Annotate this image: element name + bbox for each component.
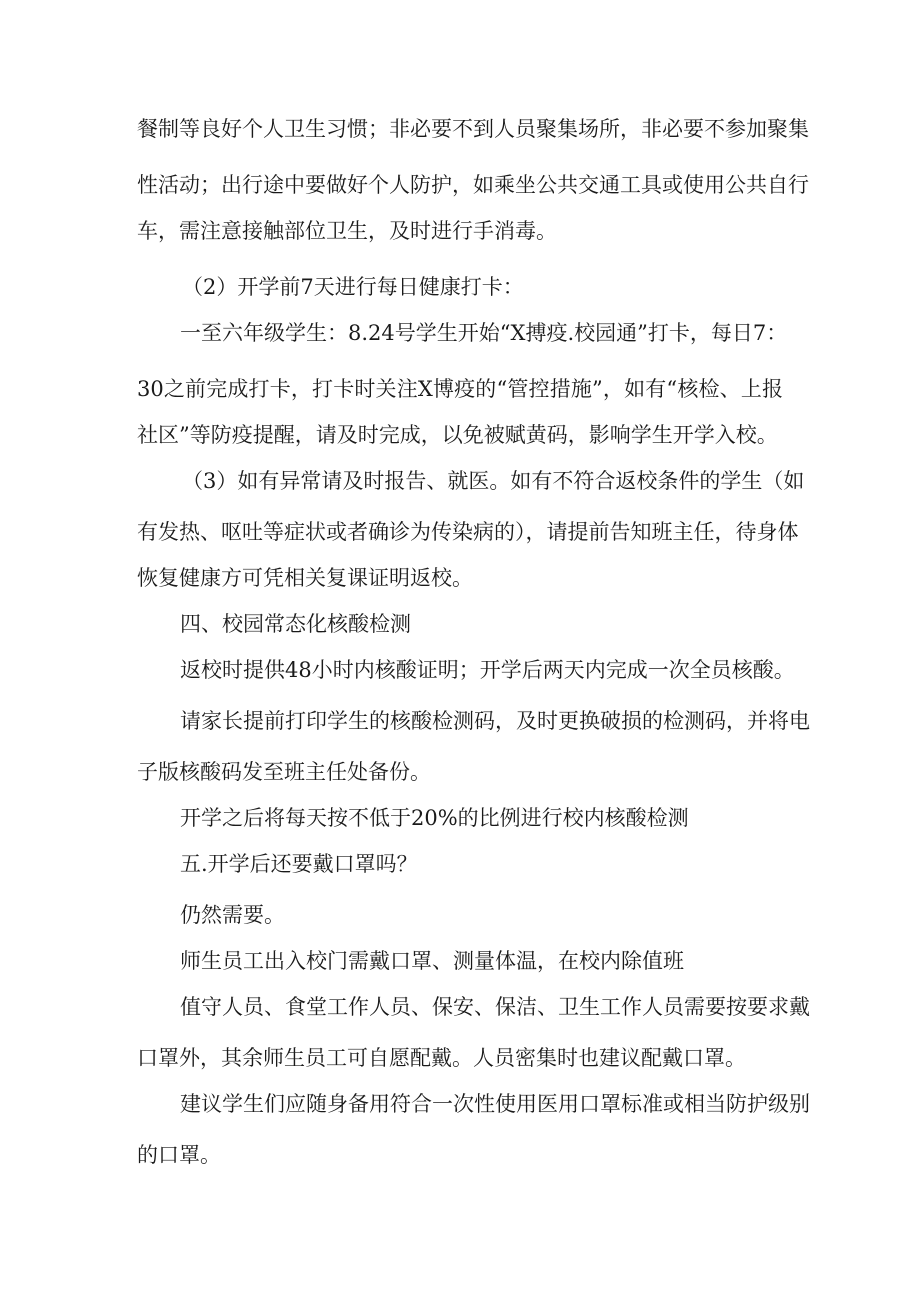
paragraph-line: 子版核酸码发至班主任处备份。 (137, 760, 431, 784)
paragraph-line: 餐制等良好个人卫生习惯；非必要不到人员聚集场所，非必要不参加聚集 (137, 117, 809, 141)
paragraph-line: 性活动；出行途中要做好个人防护，如乘坐公共交通工具或使用公共自行 (137, 173, 809, 197)
paragraph-line: 师生员工出入校门需戴口罩、测量体温，在校内除值班 (180, 949, 684, 973)
paragraph-line: 社区”等防疫提醒，请及时完成，以免被赋黄码，影响学生开学入校。 (137, 423, 778, 447)
paragraph-line: 开学之后将每天按不低于20%的比例进行校内核酸检测 (180, 806, 689, 830)
paragraph-line: 返校时提供48小时内核酸证明；开学后两天内完成一次全员核酸。 (180, 658, 795, 682)
paragraph-line: 请家长提前打印学生的核酸检测码，及时更换破损的检测码，并将电 (180, 709, 810, 733)
paragraph-line: 一至六年级学生：8.24号学生开始“X搏疫.校园通”打卡，每日7： (180, 321, 788, 345)
list-item-heading: （2）开学前7天进行每日健康打卡： (182, 275, 524, 299)
section-heading: 五.开学后还要戴口罩吗？ (180, 852, 418, 876)
paragraph-line: 30之前完成打卡，打卡时关注X博疫的“管控措施”，如有“核检、上报 (137, 377, 783, 401)
paragraph-line: （3）如有异常请及时报告、就医。如有不符合返校条件的学生（如 (182, 469, 805, 493)
paragraph-line: 口罩外，其余师生员工可自愿配戴。人员密集时也建议配戴口罩。 (137, 1046, 746, 1070)
paragraph-line: 值守人员、食堂工作人员、保安、保洁、卫生工作人员需要按要求戴 (180, 995, 810, 1019)
section-heading: 四、校园常态化核酸检测 (180, 612, 411, 636)
paragraph-line: 建议学生们应随身备用符合一次性使用医用口罩标准或相当防护级别 (180, 1092, 810, 1116)
paragraph-line: 车，需注意接触部位卫生，及时进行手消毒。 (137, 219, 557, 243)
paragraph-line: 有发热、呕吐等症状或者确诊为传染病的），请提前告知班主任，待身体 (137, 520, 799, 544)
paragraph-line: 恢复健康方可凭相关复课证明返校。 (137, 566, 473, 590)
paragraph-line: 的口罩。 (137, 1143, 221, 1167)
paragraph-line: 仍然需要。 (180, 903, 285, 927)
